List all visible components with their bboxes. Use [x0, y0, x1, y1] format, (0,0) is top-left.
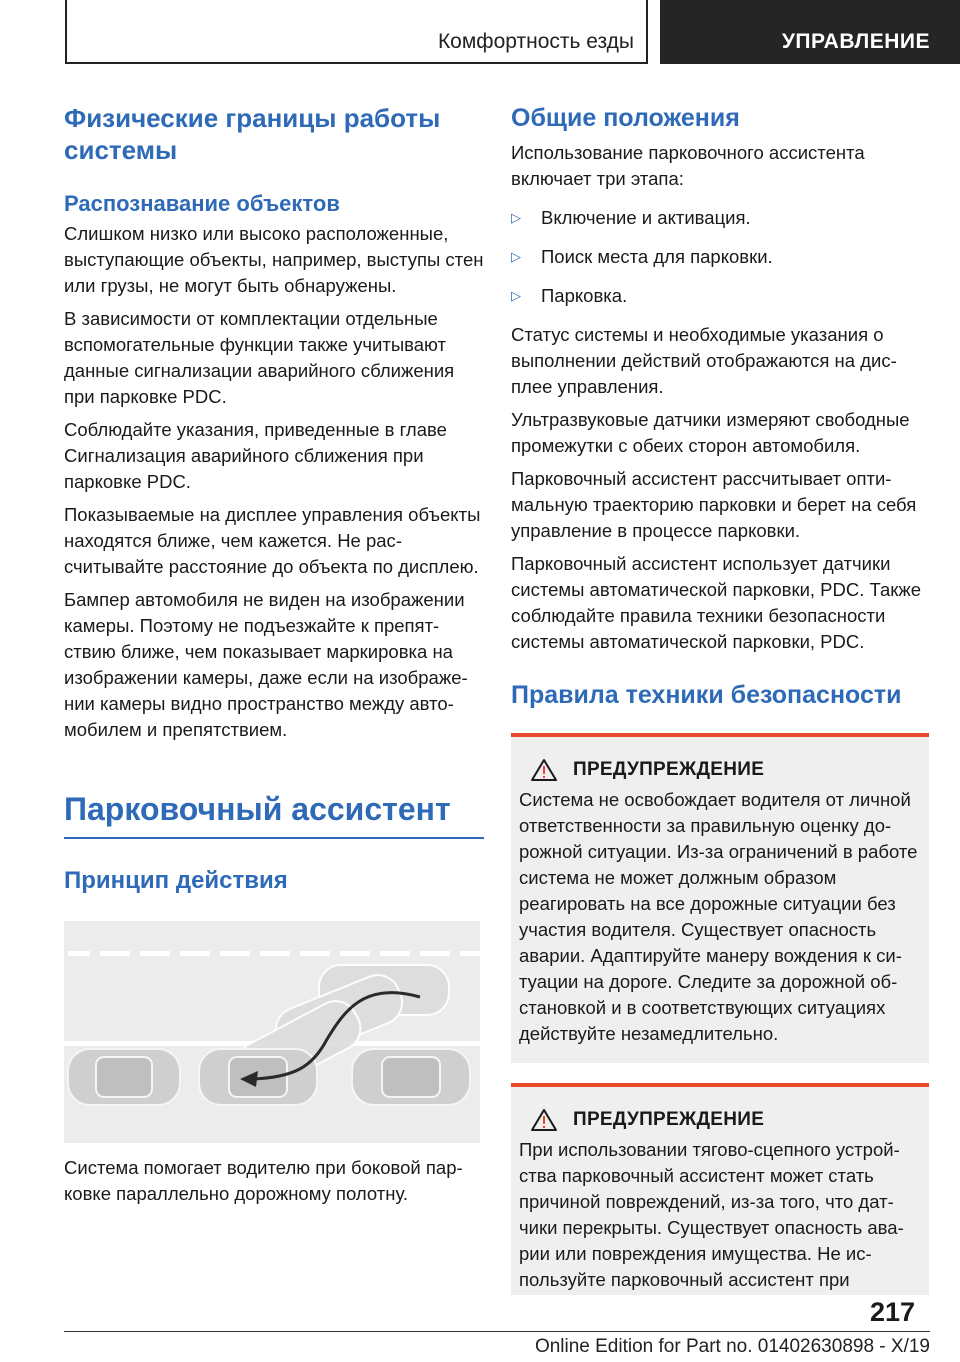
paragraph: Слишком низко или высоко расположенные, выступающие объекты, например, выступы стен или грузы, не могут быть обнаружены. [64, 223, 484, 296]
page-number: 217 [870, 1297, 916, 1327]
heading-safety: Правила техники безопасности [511, 681, 902, 709]
warning-header [519, 757, 921, 783]
heading-parking-assistant: Парковочный ассистент [64, 791, 451, 827]
warning-header [519, 1107, 921, 1133]
list-item: ▷ Парковка. [511, 283, 929, 309]
parked-car [199, 1049, 317, 1105]
illustration-caption: Система помогает водителю при боковой парковке параллельно дорожному полотну. [64, 1157, 463, 1204]
warning-triangle-icon [531, 1108, 557, 1132]
heading-rule [64, 837, 484, 839]
paragraph: Показываемые на дисплее управления объекты находятся ближе, чем кажется. Не рассчитывайте расстояние до объекта по дисплею. [64, 504, 481, 577]
triangle-bullet-icon: ▷ [511, 210, 521, 225]
triangle-bullet-icon: ▷ [511, 249, 521, 264]
paragraph: Соблюдайте указания, приведенные в главе Сигнализация аварийного сближения при парковке PDC. [64, 419, 447, 492]
paragraph: Парковочный ассистент рассчитывает оптимальную траекторию парковки и берет на себя управление в процессе парковки. [511, 468, 917, 541]
header-section-tab: Комфортность езды [65, 0, 648, 64]
parked-car [68, 1049, 180, 1105]
paragraph: Парковочный ассистент использует датчики системы автоматической парковки, PDC. Также соблюдайте правила техники безопасности системы автоматической парковки, PDC. [511, 553, 922, 652]
heading-general: Общие положения [511, 104, 740, 132]
paragraph: В зависимости от комплектации отдельные вспомогательные функции также учитывают данные сигнализации аварийного сближения при парковке PDC. [64, 308, 455, 407]
warning-text: Система не освобождает водителя от личной ответственности за правильную оценку дорожной ситуации. Из-за ограничений в работе система не может должным образом реагировать на все дорожные ситуации без участия водителя. Существует опасность аварии. Адаптируйте манеру вождения к ситуации на дороге. Следите за дорожной обстановкой и в соответствующих ситуациях действуйте незамедлительно. [519, 789, 918, 1044]
steps-list [511, 205, 929, 309]
paragraph: Бампер автомобиля не виден на изображении камеры. Поэтому не подъезжайте к препятствию ближе, чем показывает маркировка на изображении камеры, даже если на изображении камеры видно пространство между автомобилем и препятствием. [64, 589, 468, 740]
list-item: ▷ Поиск места для парковки. [511, 244, 929, 270]
header-chapter-tab: УПРАВЛЕНИЕ [660, 0, 960, 64]
paragraph: Использование парковочного ассистента включает три этапа: [511, 142, 865, 189]
warning-box [511, 733, 929, 1063]
warning-title: ПРЕДУПРЕЖДЕНИЕ [573, 1109, 765, 1130]
warning-triangle-icon [531, 758, 557, 782]
heading-principle: Принцип действия [64, 867, 288, 894]
parking-diagram-svg [64, 921, 480, 1143]
warning-box [511, 1083, 929, 1295]
list-item: ▷ Включение и активация. [511, 205, 929, 231]
parking-illustration [64, 921, 480, 1143]
heading-system-limits: Физические границы работы системы [64, 103, 441, 165]
right-column [511, 102, 929, 1295]
paragraph: Ультразвуковые датчики измеряют свободные промежутки с обеих сторон автомобиля. [511, 409, 910, 456]
left-column [64, 102, 484, 1207]
footer-edition: Online Edition for Part no. 01402630898 - X/19 [534, 1336, 930, 1357]
warning-text: При использовании тягово-сцепного устройства парковочный ассистент может стать причиной повреждений, из-за того, что датчики перекрыты. Существует опасность аварии или повреждения имущества. Не используйте парковочный ассистент при [519, 1139, 904, 1290]
warning-title: ПРЕДУПРЕЖДЕНИЕ [573, 759, 765, 780]
parked-car [352, 1049, 470, 1105]
heading-object-detection: Распознавание объектов [64, 191, 340, 216]
triangle-bullet-icon: ▷ [511, 288, 521, 303]
paragraph: Статус системы и необходимые указания о выполнении действий отображаются на дисплее управления. [511, 324, 897, 397]
footer-rule [64, 1331, 930, 1332]
